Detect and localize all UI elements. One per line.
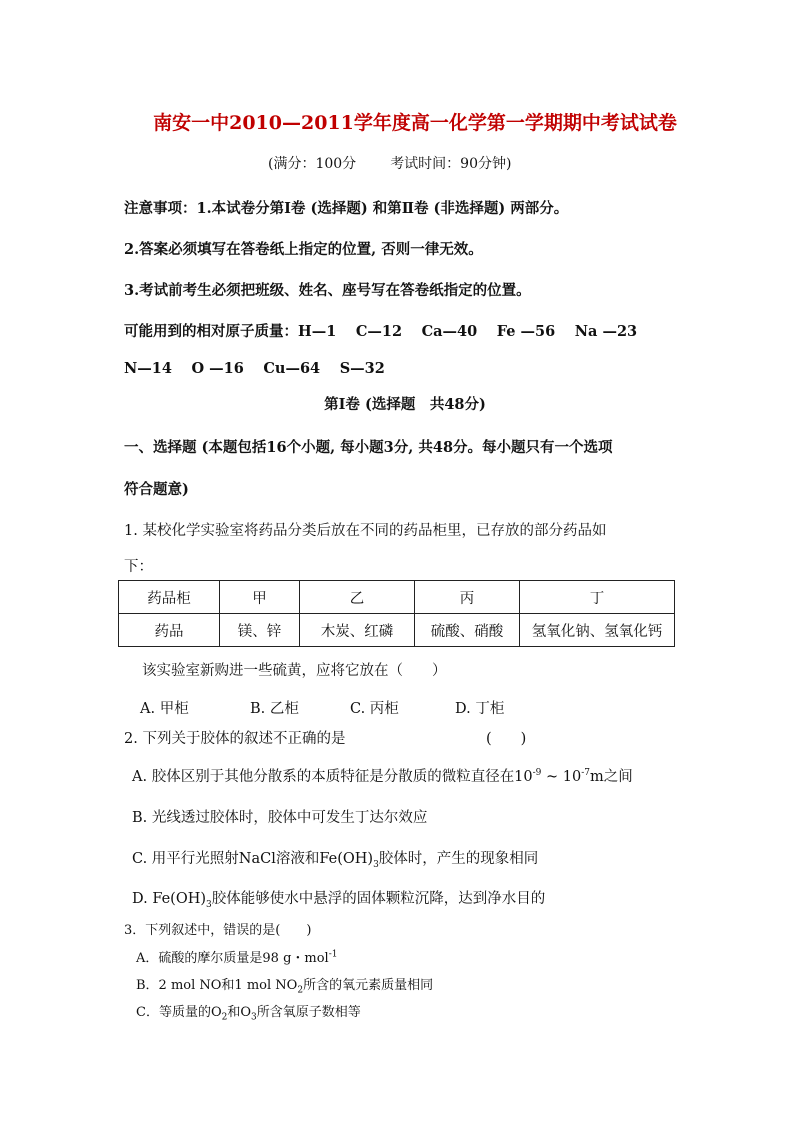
table-header-cell: 甲: [220, 581, 300, 614]
atomic-mass-line-2: N—14 O —16 Cu—64 S—32: [124, 360, 385, 377]
table-header-cell: 药品柜: [119, 581, 220, 614]
table-row: [119, 581, 675, 614]
subscript: 3: [373, 859, 379, 870]
q2-option-a-tail: m之间: [590, 769, 633, 785]
q3-option-a-pre: A．硫酸的摩尔质量是98 g・mol: [136, 951, 329, 966]
q3-option-b-pre: B．2 mol NO和1 mol NO: [136, 978, 298, 993]
table-cell: 木炭、红磷: [300, 614, 415, 647]
full-score: (满分：100分: [268, 156, 357, 172]
q3-option-b: [136, 974, 433, 996]
exponent: -1: [328, 949, 338, 960]
part1-line-1: 一、选择题 (本题包括16个小题, 每小题3分, 共48分。每小题只有一个选项: [124, 439, 613, 456]
q1-option-c: C. 丙柜: [350, 701, 399, 717]
exam-time: 考试时间：90分钟): [390, 156, 512, 172]
q2-option-a-text: A. 胶体区别于其他分散系的本质特征是分散质的微粒直径在10: [132, 769, 533, 785]
notice-line-2: 2.答案必须填写在答卷纸上指定的位置, 否则一律无效。: [124, 241, 483, 258]
subscript: 3: [206, 899, 212, 910]
q2-option-a: [132, 765, 633, 786]
q1-stem-line-2: 下：: [124, 559, 153, 575]
section-heading: 第Ⅰ卷 (选择题 共48分): [324, 396, 486, 413]
q1-option-d: D. 丁柜: [455, 701, 505, 717]
q2-option-d-pre: D. Fe(OH): [132, 891, 207, 907]
q1-option-b: B. 乙柜: [250, 701, 299, 717]
subscript: 3: [251, 1012, 257, 1023]
exam-subtitle: [268, 153, 511, 173]
q2-stem: 2. 下列关于胶体的叙述不正确的是: [124, 731, 346, 747]
q2-answer-paren: ( ): [486, 731, 527, 747]
q3-option-c-post: 所含氧原子数相等: [256, 1005, 361, 1020]
drug-cabinet-table: [118, 580, 675, 647]
table-header-cell: 丙: [415, 581, 520, 614]
q2-option-c: [132, 847, 538, 870]
notice-line-1: 注意事项：1.本试卷分第Ⅰ卷 (选择题) 和第Ⅱ卷 (非选择题) 两部分。: [124, 200, 569, 217]
exponent: -9: [532, 768, 542, 779]
q2-option-d: [132, 887, 545, 910]
q2-option-a-mid: ~ 10: [541, 769, 582, 785]
table-cell: 镁、锌: [220, 614, 300, 647]
exponent: -7: [581, 768, 591, 779]
table-header-cell: 乙: [300, 581, 415, 614]
q3-option-a: [136, 947, 337, 966]
table-cell: 药品: [119, 614, 220, 647]
q3-option-c-pre: C．等质量的O: [136, 1005, 222, 1020]
part1-line-2: 符合题意): [124, 481, 189, 498]
table-header-cell: 丁: [520, 581, 675, 614]
atomic-mass-line-1: 可能用到的相对原子质量：H—1 C—12 Ca—40 Fe —56 Na —23: [124, 323, 638, 340]
q1-option-a: A. 甲柜: [140, 701, 189, 717]
page-title: 南安一中2010—2011学年度高一化学第一学期期中考试试卷: [153, 112, 677, 134]
table-cell: 氢氧化钠、氢氧化钙: [520, 614, 675, 647]
q3-option-c-mid: 和O: [227, 1005, 252, 1020]
table-row: [119, 614, 675, 647]
q3-option-c: [136, 1001, 361, 1023]
q3-option-b-post: 所含的氧元素质量相同: [303, 978, 434, 993]
q3-stem: 3．下列叙述中，错误的是( ): [124, 923, 312, 938]
q1-stem-line-1: 1. 某校化学实验室将药品分类后放在不同的药品柜里，已存放的部分药品如: [124, 523, 607, 539]
q1-question: 该实验室新购进一些硫黄，应将它放在（ ）: [142, 663, 447, 679]
subscript: 2: [221, 1012, 228, 1023]
subscript: 2: [297, 985, 304, 996]
notice-line-3: 3.考试前考生必须把班级、姓名、座号写在答卷纸指定的位置。: [124, 282, 531, 299]
q2-option-b: B. 光线透过胶体时，胶体中可发生丁达尔效应: [132, 810, 428, 826]
q2-option-c-post: 胶体时，产生的现象相同: [378, 851, 539, 867]
table-cell: 硫酸、硝酸: [415, 614, 520, 647]
q2-option-d-post: 胶体能够使水中悬浮的固体颗粒沉降，达到净水目的: [211, 891, 546, 907]
q2-option-c-pre: C. 用平行光照射NaCl溶液和Fe(OH): [132, 851, 374, 867]
